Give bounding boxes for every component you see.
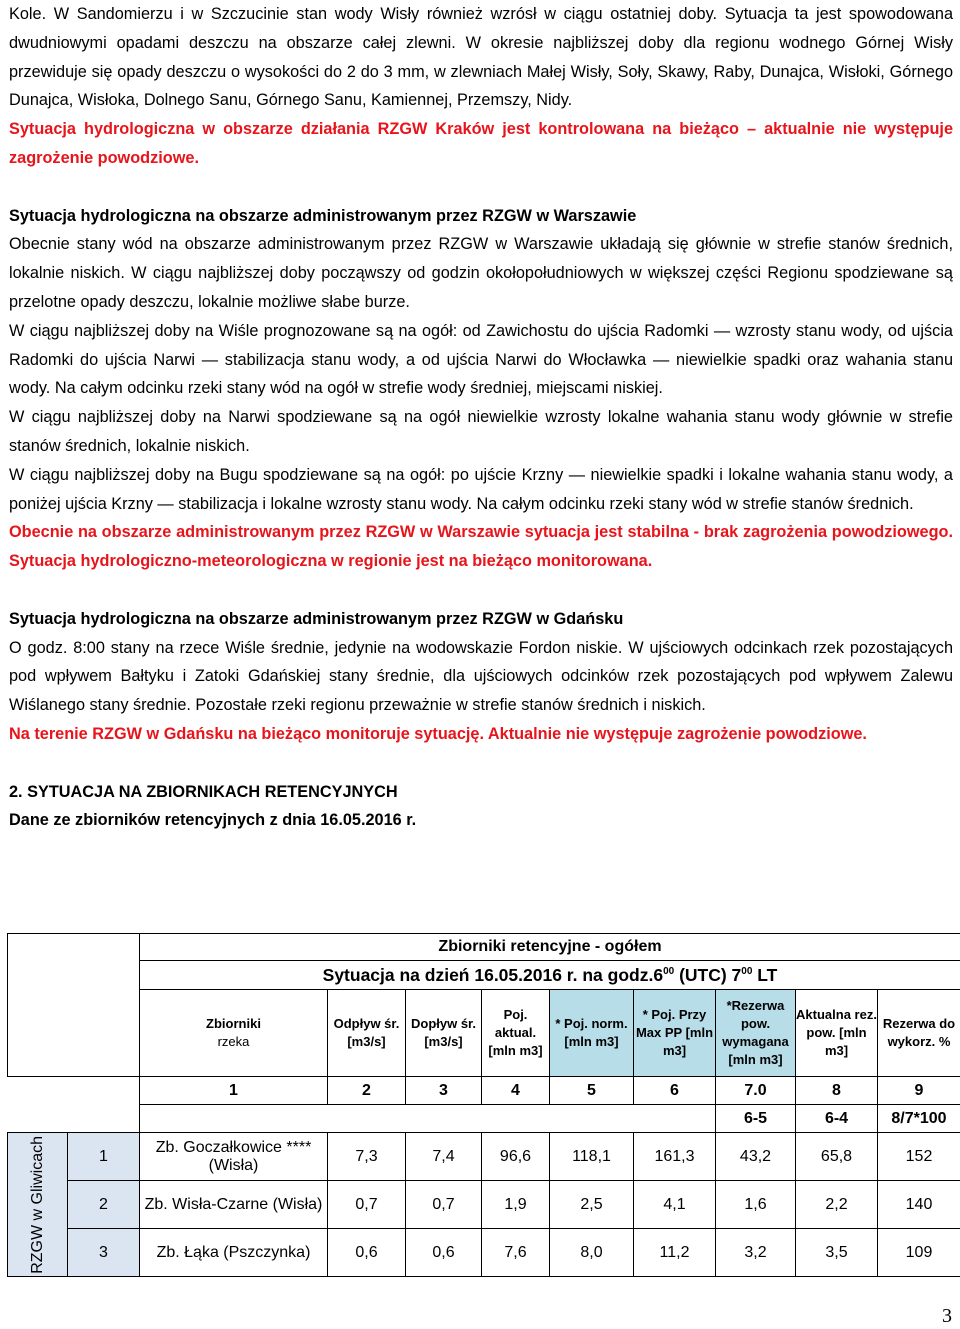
paragraph-krakow-alert: Sytuacja hydrologiczna w obszarze działania RZGW Kraków jest kontrolowana na bieżąco – aktualnie nie występuje zagrożenie powodziowe. [9, 120, 953, 167]
cell-rez-wym: 1,6 [716, 1181, 796, 1229]
col-number: 7.0 [716, 1077, 796, 1105]
cell-poj-max: 4,1 [634, 1181, 716, 1229]
col-number: 1 [140, 1077, 328, 1105]
col-number: 3 [406, 1077, 482, 1105]
cell-akt-rez: 2,2 [796, 1181, 878, 1229]
col-rezerwa-wykorzystania: Rezerwa do wykorz. % [878, 990, 960, 1077]
reservoir-name: Zb. Goczałkowice **** (Wisła) [140, 1133, 328, 1181]
paragraph-gdansk: O godz. 8:00 stany na rzece Wiśle średnie, jedynie na wodowskazie Fordon niskie. W ujściowych odcinkach rzek pozostających pod wpływem Bałtyku i Zatoki Gdańskiej stany średnie, dla ujściowych odcinków rzek pozostających pod wpływem Zalewu Wiślanego stany średnie. Pozostałe rzeki regionu przeważnie w strefie stanów średnich i niskich. [9, 638, 953, 715]
cell-odplyw: 0,6 [328, 1229, 406, 1277]
cell-poj-norm: 2,5 [550, 1181, 634, 1229]
row-number: 1 [68, 1133, 140, 1181]
col-number: 9 [878, 1077, 960, 1105]
cell-poj-aktual: 7,6 [482, 1229, 550, 1277]
cell-doplyw: 0,6 [406, 1229, 482, 1277]
formula: 6-4 [796, 1105, 878, 1133]
cell-odplyw: 7,3 [328, 1133, 406, 1181]
row-number: 2 [68, 1181, 140, 1229]
cell-rez-wym: 43,2 [716, 1133, 796, 1181]
paragraph-warszawa-2: W ciągu najbliższej doby na Wiśle prognozowane są na ogół: od Zawichostu do ujścia Radomki — wzrosty stanu wody, od ujścia Radomki do ujścia Narwi — stabilizacja stanu wody, a od ujścia Narwi do Włocławka — niewielkie spadki oraz wahania stanu wody. Na całym odcinku rzeki stany wód na ogół w strefie wody średniej, miejscami niskiej. [9, 321, 953, 398]
col-poj-norm: * Poj. norm. [mln m3] [550, 990, 634, 1077]
col-number: 2 [328, 1077, 406, 1105]
cell-poj-max: 161,3 [634, 1133, 716, 1181]
reservoir-name: Zb. Łąka (Pszczynka) [140, 1229, 328, 1277]
cell-poj-aktual: 96,6 [482, 1133, 550, 1181]
cell-rez-wym: 3,2 [716, 1229, 796, 1277]
document-body [9, 0, 953, 835]
cell-rez-wyk: 109 [878, 1229, 960, 1277]
row-number: 3 [68, 1229, 140, 1277]
formula: 6-5 [716, 1105, 796, 1133]
col-rezerwa-wymagana: *Rezerwa pow. wymagana [mln m3] [716, 990, 796, 1077]
paragraph-warszawa-4: W ciągu najbliższej doby na Bugu spodziewane są na ogół: po ujście Krzny — niewielkie spadki i lokalne wahania stanu wody, a poniżej ujścia Krzny — stabilizacja i lokalne wzrosty stanu wody. Na całym odcinku rzeki stany wód w strefie stanów średnich. [9, 465, 953, 513]
cell-doplyw: 7,4 [406, 1133, 482, 1181]
table-title: Zbiorniki retencyjne - ogółem [140, 934, 960, 961]
cell-akt-rez: 65,8 [796, 1133, 878, 1181]
heading-table: Dane ze zbiorników retencyjnych z dnia 16.05.2016 r. [9, 811, 417, 830]
cell-akt-rez: 3,5 [796, 1229, 878, 1277]
table-subtitle: Sytuacja na dzień 16.05.2016 r. na $godz.6^{00}$ (UTC) $7^{00}$ LT [140, 961, 960, 990]
col-aktualna-rezerwa: Aktualna rez. pow. [mln m3] [796, 990, 878, 1077]
paragraph-warszawa-alert: Obecnie na obszarze administrowanym przez RZGW w Warszawie sytuacja jest stabilna - brak zagrożenia powodziowego. Sytuacja hydrologiczno-meteorologiczna w regionie jest na bieżąco monitorowana. [9, 523, 953, 571]
paragraph-warszawa-1: Obecnie stany wód na obszarze administrowanym przez RZGW w Warszawie układają się głównie w strefie stanów średnich, lokalnie niskich. W ciągu najbliższej doby począwszy od godzin okołopołudniowych w większej części Regionu spodziewane są przelotne opady deszczu, lokalnie możliwe słabe burze. [9, 235, 953, 311]
cell-rez-wyk: 140 [878, 1181, 960, 1229]
col-zbiorniki: Zbiorniki rzeka [140, 990, 328, 1077]
reservoir-table [7, 933, 960, 1277]
cell-poj-norm: 118,1 [550, 1133, 634, 1181]
page-number: 3 [942, 1305, 952, 1327]
cell-poj-max: 11,2 [634, 1229, 716, 1277]
col-number: 8 [796, 1077, 878, 1105]
col-poj-aktual: Poj. aktual. [mln m3] [482, 990, 550, 1077]
region-label: RZGW w Gliwicach [8, 1133, 68, 1277]
heading-section-2: 2. SYTUACJA NA ZBIORNIKACH RETENCYJNYCH [9, 782, 398, 801]
cell-poj-norm: 8,0 [550, 1229, 634, 1277]
paragraph-krakow: Kole. W Sandomierzu i w Szczucinie stan wody Wisły również wzrósł w ciągu ostatniej doby. Sytuacja ta jest spowodowana dwudniowymi opadami deszczu na obszarze całej zlewni. W okresie najbliższej doby dla regionu wodnego Górnej Wisły przewiduje się opady deszczu o wysokości do 2 do 3 mm, w zlewniach Małej Wisły, Soły, Skawy, Raby, Dunajca, Wisłoki, Górnego Dunajca, Wisłoka, Dolnego Sanu, Górnego Sanu, Kamiennej, Przemszy, Nidy. [9, 5, 953, 110]
col-odplyw: Odpływ śr. [m3/s] [328, 990, 406, 1077]
paragraph-warszawa-3: W ciągu najbliższej doby na Narwi spodziewane są na ogół niewielkie wzrosty lokalne wahania stanu wody głównie w strefie stanów średnich, lokalnie niskich. [9, 408, 953, 455]
cell-odplyw: 0,7 [328, 1181, 406, 1229]
paragraph-gdansk-alert: Na terenie RZGW w Gdańsku na bieżąco monitoruje sytuację. Aktualnie nie występuje zagrożenie powodziowe. [9, 724, 867, 743]
col-number: 4 [482, 1077, 550, 1105]
col-doplyw: Dopływ śr. [m3/s] [406, 990, 482, 1077]
col-poj-max: * Poj. Przy Max PP [mln m3] [634, 990, 716, 1077]
reservoir-name: Zb. Wisła-Czarne (Wisła) [140, 1181, 328, 1229]
col-number: 5 [550, 1077, 634, 1105]
formula: 8/7*100 [878, 1105, 960, 1133]
heading-gdansk: Sytuacja hydrologiczna na obszarze administrowanym przez RZGW w Gdańsku [9, 609, 624, 628]
cell-rez-wyk: 152 [878, 1133, 960, 1181]
col-number: 6 [634, 1077, 716, 1105]
cell-doplyw: 0,7 [406, 1181, 482, 1229]
cell-poj-aktual: 1,9 [482, 1181, 550, 1229]
heading-warszawa: Sytuacja hydrologiczna na obszarze administrowanym przez RZGW w Warszawie [9, 206, 637, 225]
